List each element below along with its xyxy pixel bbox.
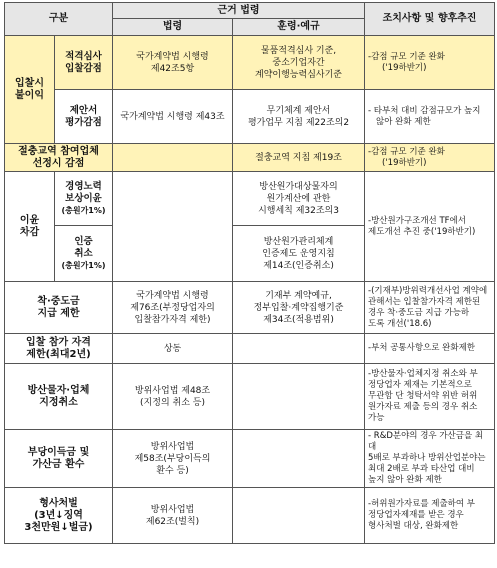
row-label-refund: 부당이득금 및 가산금 환수 — [5, 430, 113, 488]
sub-label-qual: 적격심사 입찰감점 — [55, 36, 113, 90]
offset-law — [113, 144, 233, 172]
header-category: 구분 — [5, 3, 113, 36]
header-directive: 훈령·예규 — [233, 19, 365, 36]
header-basis: 근거 법령 — [113, 3, 365, 19]
deposit-law: 국가계약법 시행령 제76조(부정당업자의 입찰참가자격 제한) — [113, 282, 233, 334]
criminal-action: -허위원가자료를 제출하여 부 정당업자제재를 받은 경우 형사처벌 대상, 완화제한 — [365, 488, 495, 544]
qual-directive: 물품적격심사 기준, 중소기업자간 계약이행능력심사기준 — [233, 36, 365, 90]
profit-action: -방산원가구조개선 TF에서 제도개선 추진 중('19하반기) — [365, 172, 495, 282]
sub-label-proposal: 제안서 평가감점 — [55, 90, 113, 144]
bid-directive — [233, 334, 365, 364]
criminal-directive — [233, 488, 365, 544]
profit-law — [113, 172, 233, 282]
offset-action: -감점 규모 기준 완화 ('19하반기) — [365, 144, 495, 172]
header-action: 조치사항 및 향후추진 — [365, 3, 495, 36]
bid-action: -부처 공통사항으로 완화제한 — [365, 334, 495, 364]
qual-law: 국가계약법 시행령 제42조5항 — [113, 36, 233, 90]
measures-table — [4, 2, 495, 544]
proposal-directive: 무기체계 제안서 평가업무 지침 제22조의2 — [233, 90, 365, 144]
row-label-cancel: 방산물자·업체 지정취소 — [5, 364, 113, 430]
row-label-entry: 입찰시 불이익 — [5, 36, 55, 144]
refund-law: 방위사업법 제58조(부당이득의 환수 등) — [113, 430, 233, 488]
cancel-law: 방위사업법 제48조 (지정의 취소 등) — [113, 364, 233, 430]
refund-action: - R&D분야의 경우 가산금을 최대 5배로 부과하나 방위산업분야는 최대 2배로 부과 타산업 대비 높지 않아 완화 제한 — [365, 430, 495, 488]
offset-directive: 절충교역 지침 제19조 — [233, 144, 365, 172]
proposal-law: 국가계약법 시행령 제43조 — [113, 90, 233, 144]
row-label-bid: 입찰 참가 자격 제한(최대2년) — [5, 334, 113, 364]
row-label-criminal: 형사처벌 (3년↓징역 3천만원↓벌금) — [5, 488, 113, 544]
bid-law: 상동 — [113, 334, 233, 364]
proposal-action: - 타부처 대비 감점규모가 높지 않아 완화 제한 — [365, 90, 495, 144]
criminal-law: 방위사업법 제62조(벌칙) — [113, 488, 233, 544]
row-label-profit: 이윤 차감 — [5, 172, 55, 282]
header-law: 법령 — [113, 19, 233, 36]
refund-directive — [233, 430, 365, 488]
cancel-action: -방산물자·업체지정 취소와 부 정당업자 제재는 기본적으로 무관함 단 청탁서약 위반 허위 원가자료 제출 등의 경우 취소 가능 — [365, 364, 495, 430]
qual-action: -감점 규모 기준 완화 ('19하반기) — [365, 36, 495, 90]
sub-label-loss: 경영노력 보상이윤 (총원가1%) — [55, 172, 113, 226]
row-label-deposit: 착·중도금 지급 제한 — [5, 282, 113, 334]
sub-label-cert: 인증 취소 (총원가1%) — [55, 226, 113, 282]
deposit-directive: 기재부 계약예규, 정부입찰·계약집행기준 제34조(적용범위) — [233, 282, 365, 334]
row-label-offset: 절충교역 참여업체 선정시 감점 — [5, 144, 113, 172]
cert-directive: 방산원가관리체계 인증제도 운영지침 제14조(인증취소) — [233, 226, 365, 282]
deposit-action: -(기재부)방위력개선사업 계약에 관해서는 입찰참가자격 제한된 경우 착·중도금 지급 가능하 도록 개선('18.6) — [365, 282, 495, 334]
cancel-directive — [233, 364, 365, 430]
loss-directive: 방산원가대상물자의 원가계산에 관한 시행세칙 제32조의3 — [233, 172, 365, 226]
